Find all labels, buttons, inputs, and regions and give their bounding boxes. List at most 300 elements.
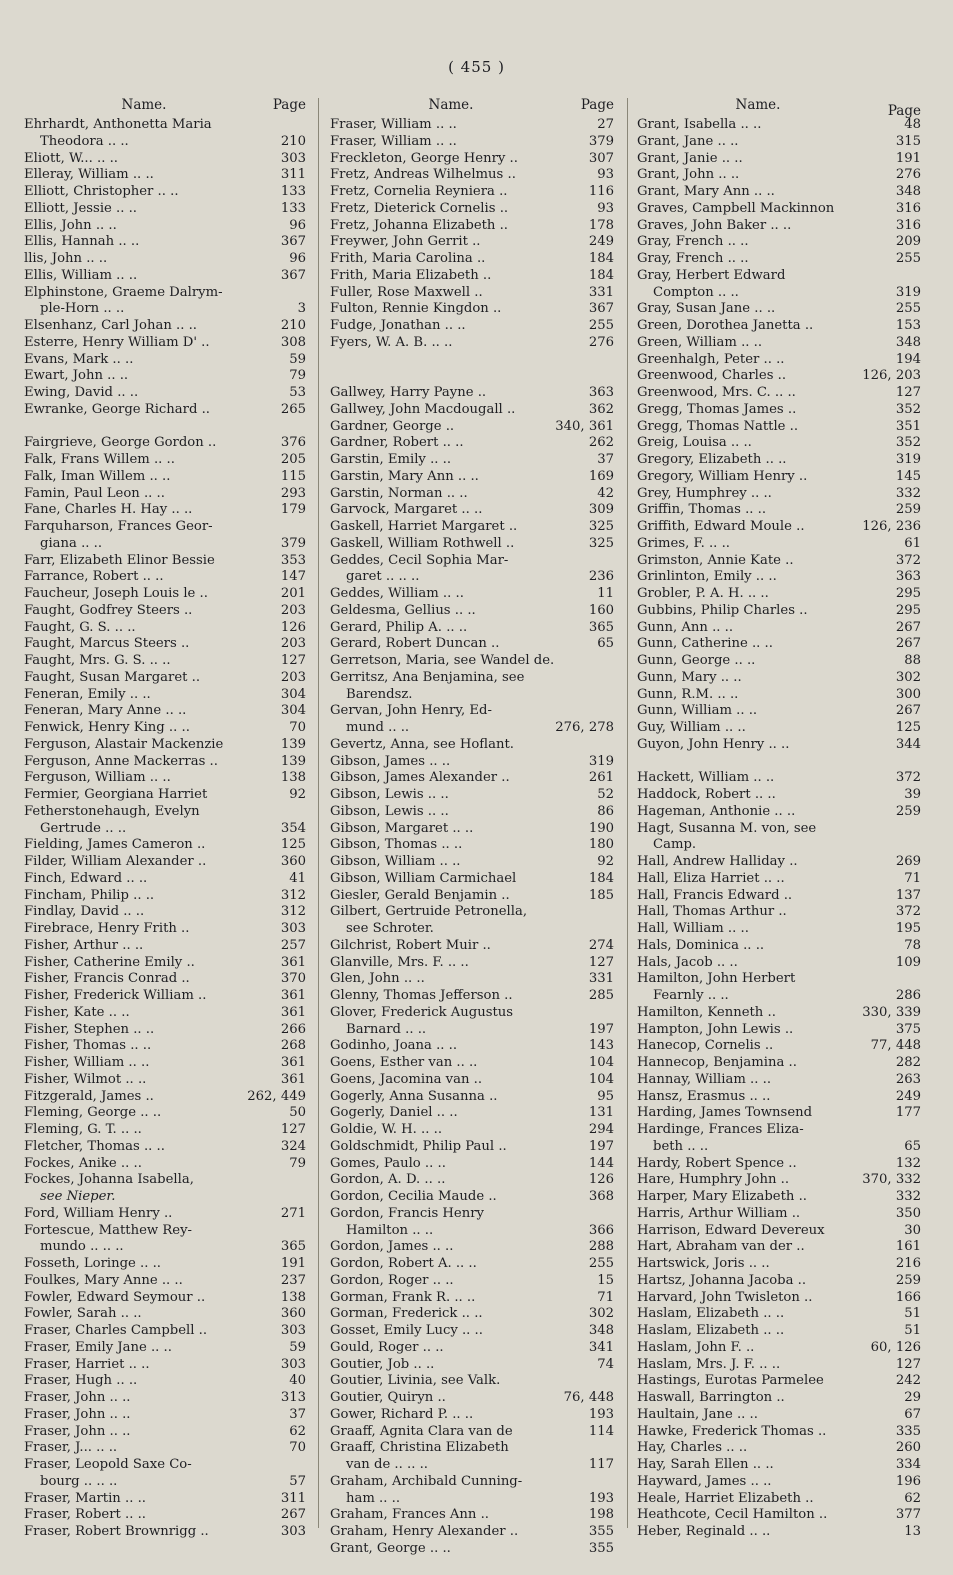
entry-page: 77, 448	[870, 1038, 921, 1054]
entry-page	[576, 703, 614, 720]
entry-page: 312	[280, 904, 306, 920]
index-entry	[24, 871, 306, 888]
entry-page: 76, 448	[563, 1390, 614, 1405]
index-entry	[330, 703, 614, 720]
entry-page: 201	[280, 586, 306, 601]
index-entry	[637, 988, 921, 1005]
entry-page	[268, 1189, 306, 1206]
entry-page: 262	[588, 435, 614, 451]
entry-page: 259	[895, 803, 921, 819]
index-entry	[24, 1072, 306, 1089]
index-entry	[330, 435, 614, 452]
entry-page: 109	[895, 954, 921, 970]
entry-page: 351	[895, 418, 921, 434]
index-entry	[24, 218, 306, 235]
index-entry	[330, 1491, 614, 1508]
entry-name: Grant, Mary Ann .. ..	[637, 184, 775, 199]
index-entry	[24, 653, 306, 670]
index-entry	[637, 1005, 921, 1022]
entry-name: Ewing, David .. ..	[24, 385, 139, 400]
entry-name: Freckleton, George Henry ..	[330, 150, 518, 166]
entry-page: 126	[588, 1172, 614, 1188]
index-column-1	[24, 94, 306, 1541]
entry-page: 268	[280, 1038, 306, 1054]
entry-name: Gaskell, Harriet Margaret ..	[330, 519, 518, 534]
entry-name: Haddock, Robert .. ..	[637, 787, 776, 802]
index-entry	[330, 737, 614, 754]
index-entry	[330, 1072, 614, 1089]
entry-name: Gevertz, Anna, see Hoflant.	[330, 736, 514, 752]
index-entry	[24, 720, 306, 737]
entry-name: Guyon, John Henry .. ..	[637, 736, 790, 752]
index-entry	[637, 1290, 921, 1307]
index-entry	[637, 1491, 921, 1508]
entry-page: 161	[895, 1239, 921, 1255]
index-entry	[24, 569, 306, 586]
index-entry	[637, 1172, 921, 1189]
entry-name: Gunn, Ann .. ..	[637, 619, 734, 635]
entry-name: Graves, John Baker .. ..	[637, 217, 792, 233]
index-entry	[24, 1306, 306, 1323]
index-entry	[637, 871, 921, 888]
entry-name: Gunn, R.M. .. ..	[637, 686, 739, 702]
index-entry	[637, 703, 921, 720]
entry-page	[576, 368, 614, 385]
entry-name: Fretz, Andreas Wilhelmus ..	[330, 167, 516, 183]
index-entry	[637, 620, 921, 637]
entry-page: 255	[588, 318, 614, 333]
index-entry	[24, 1424, 306, 1441]
entry-page: 180	[588, 837, 614, 853]
entry-page: 350	[895, 1205, 921, 1221]
entry-name: Hawke, Frederick Thomas ..	[637, 1423, 827, 1439]
entry-name: Grimston, Annie Kate ..	[637, 552, 794, 568]
index-entry	[330, 1038, 614, 1055]
entry-page: 51	[904, 1306, 921, 1322]
entry-page: 348	[895, 184, 921, 199]
entry-page: 237	[280, 1272, 306, 1288]
entry-page: 147	[280, 569, 306, 585]
entry-name: Gould, Roger .. ..	[330, 1339, 444, 1355]
entry-page: 259	[895, 1272, 921, 1288]
entry-name: Gertrude .. ..	[40, 820, 127, 836]
index-entry	[637, 1524, 921, 1541]
entry-name: garet .. .. ..	[346, 569, 420, 585]
entry-name: Greig, Louisa .. ..	[637, 435, 752, 451]
entry-page: 42	[597, 485, 614, 501]
index-entry	[24, 553, 306, 570]
entry-name: Gregory, William Henry ..	[637, 468, 808, 484]
index-entry	[330, 184, 614, 201]
entry-name: Elliott, Christopher .. ..	[24, 184, 179, 199]
index-entry	[330, 854, 614, 871]
entry-page: 348	[588, 1323, 614, 1338]
entry-page: 319	[588, 753, 614, 769]
entry-name: Haslam, Elizabeth .. ..	[637, 1306, 785, 1322]
entry-page	[576, 1440, 614, 1457]
entry-page: 127	[280, 1122, 306, 1137]
entry-page: 363	[895, 569, 921, 585]
entry-page: 259	[895, 502, 921, 518]
entry-name: Gardner, George ..	[330, 418, 455, 434]
index-entry	[330, 653, 614, 670]
entry-name: Gunn, Mary .. ..	[637, 669, 742, 685]
entry-name: Hall, Francis Edward ..	[637, 887, 793, 903]
entry-page: 285	[588, 988, 614, 1003]
entry-page: 267	[280, 1507, 306, 1523]
entry-page: 255	[588, 1256, 614, 1271]
entry-name: Fowler, Sarah .. ..	[24, 1306, 142, 1322]
entry-name: Fretz, Cornelia Reyniera ..	[330, 184, 508, 199]
entry-page	[268, 1223, 306, 1240]
entry-page: 266	[280, 1021, 306, 1037]
entry-page: 51	[904, 1323, 921, 1338]
index-entry	[24, 1407, 306, 1424]
entry-name: Gray, French .. ..	[637, 251, 749, 266]
entry-name: Hanecop, Cornelis ..	[637, 1038, 774, 1054]
index-entry	[330, 1172, 614, 1189]
entry-page: 363	[588, 385, 614, 400]
index-entry	[637, 1156, 921, 1173]
entry-name: Gibson, William Carmichael	[330, 870, 517, 886]
entry-page: 303	[280, 150, 306, 166]
index-entry	[330, 1256, 614, 1273]
index-entry	[24, 268, 306, 285]
entry-name: Fraser, Charles Campbell ..	[24, 1323, 208, 1338]
index-entry	[330, 955, 614, 972]
index-entry	[330, 770, 614, 787]
entry-page	[883, 837, 921, 854]
entry-page: 205	[280, 452, 306, 467]
entry-page: 360	[280, 1306, 306, 1322]
entry-page: 138	[280, 1289, 306, 1305]
entry-name: Gordon, James .. ..	[330, 1239, 454, 1255]
entry-name: Fortescue, Matthew Rey-	[24, 1222, 192, 1238]
entry-page: 367	[280, 267, 306, 283]
entry-page: 131	[588, 1105, 614, 1121]
index-entry	[24, 603, 306, 620]
entry-page: 312	[280, 887, 306, 903]
entry-page: 276	[895, 167, 921, 183]
entry-name: Hansz, Erasmus .. ..	[637, 1088, 771, 1104]
entry-name: Fisher, William .. ..	[24, 1055, 150, 1070]
entry-page: 139	[280, 753, 306, 769]
entry-name: Fraser, Leopold Saxe Co-	[24, 1457, 192, 1472]
index-entry	[637, 1424, 921, 1441]
entry-page: 27	[597, 117, 614, 132]
entry-name: Glen, John .. ..	[330, 971, 425, 987]
index-entry	[330, 1290, 614, 1307]
entry-page: 348	[895, 334, 921, 350]
index-entry	[330, 201, 614, 218]
entry-page: 93	[597, 200, 614, 216]
index-entry	[637, 234, 921, 251]
index-entry	[330, 1306, 614, 1323]
index-entry	[330, 335, 614, 352]
index-entry	[330, 268, 614, 285]
entry-page	[576, 553, 614, 570]
entry-name: Farr, Elizabeth Elinor Bessie	[24, 552, 215, 568]
entry-page: 67	[904, 1406, 921, 1422]
entry-name: Gibson, Lewis .. ..	[330, 787, 449, 802]
entry-name: Findlay, David .. ..	[24, 904, 145, 920]
entry-name: Hare, Humphry John ..	[637, 1172, 790, 1188]
entry-name: Gordon, Francis Henry	[330, 1205, 484, 1221]
entry-page: 319	[895, 284, 921, 300]
index-entry	[330, 871, 614, 888]
entry-page: 127	[280, 653, 306, 668]
entry-name: Fisher, Catherine Emily ..	[24, 954, 195, 970]
index-entry	[330, 1541, 614, 1558]
index-entry	[24, 737, 306, 754]
entry-page: 361	[280, 954, 306, 970]
index-entry	[637, 335, 921, 352]
index-entry	[637, 1072, 921, 1089]
entry-name: Fuller, Rose Maxwell ..	[330, 284, 483, 300]
entry-name: Fletcher, Thomas .. ..	[24, 1138, 165, 1154]
entry-page: 160	[588, 602, 614, 618]
index-entry	[330, 1005, 614, 1022]
index-entry	[330, 888, 614, 905]
entry-page: 362	[588, 401, 614, 417]
index-entry	[637, 737, 921, 754]
index-entry	[637, 1474, 921, 1491]
entry-name: Harding, James Townsend	[637, 1105, 813, 1121]
index-entry	[637, 687, 921, 704]
entry-name: Fretz, Dieterick Cornelis ..	[330, 200, 509, 216]
entry-page: 92	[289, 787, 306, 802]
entry-name: Feneran, Emily .. ..	[24, 686, 151, 702]
entry-name: Grinlinton, Emily .. ..	[637, 569, 777, 585]
entry-page: 303	[280, 1323, 306, 1338]
entry-page: 276, 278	[555, 720, 614, 735]
entry-page: 368	[588, 1189, 614, 1204]
index-entry	[330, 754, 614, 771]
entry-name: Fosseth, Loringe .. ..	[24, 1256, 161, 1271]
index-entry	[637, 955, 921, 972]
entry-name: Green, William .. ..	[637, 334, 763, 350]
entry-page: 127	[895, 385, 921, 400]
entry-page: 95	[597, 1088, 614, 1104]
index-entry	[330, 151, 614, 168]
entry-page: 30	[904, 1222, 921, 1238]
entry-page: 179	[280, 502, 306, 518]
index-entry	[330, 1457, 614, 1474]
entry-name: Hall, Andrew Halliday ..	[637, 854, 798, 869]
entry-page: 86	[597, 803, 614, 819]
index-entry	[24, 519, 306, 536]
entry-name: Hannecop, Benjamina ..	[637, 1055, 797, 1070]
index-entry	[637, 385, 921, 402]
entry-page: 52	[597, 787, 614, 802]
index-entry	[637, 1223, 921, 1240]
entry-name: Hall, William .. ..	[637, 921, 749, 936]
index-entry	[24, 251, 306, 268]
entry-page: 379	[588, 133, 614, 149]
entry-page: 153	[895, 318, 921, 333]
entry-page: 249	[588, 234, 614, 250]
entry-page: 261	[588, 770, 614, 786]
entry-page: 293	[280, 485, 306, 501]
entry-page: 367	[280, 234, 306, 250]
entry-name: Gregg, Thomas James ..	[637, 401, 797, 417]
entry-name	[24, 419, 268, 436]
entry-page: 39	[904, 787, 921, 802]
entry-page: 88	[904, 653, 921, 668]
entry-name: Gogerly, Daniel .. ..	[330, 1105, 458, 1121]
index-entry	[637, 1306, 921, 1323]
index-entry	[637, 636, 921, 653]
entry-page: 276	[588, 334, 614, 350]
index-entry	[24, 1290, 306, 1307]
entry-page: 370, 332	[862, 1172, 921, 1188]
entry-page: 184	[588, 251, 614, 266]
index-entry	[24, 1440, 306, 1457]
index-entry	[637, 787, 921, 804]
index-entry	[24, 318, 306, 335]
entry-page: 257	[280, 937, 306, 953]
index-entry	[637, 1038, 921, 1055]
index-entry	[24, 117, 306, 134]
entry-name: Gardner, Robert .. ..	[330, 435, 464, 451]
entry-name: Goens, Esther van .. ..	[330, 1055, 478, 1070]
entry-page: 79	[289, 1155, 306, 1171]
entry-page: 365	[280, 1239, 306, 1255]
index-entry	[24, 754, 306, 771]
index-entry	[24, 770, 306, 787]
index-entry	[330, 1055, 614, 1072]
index-entry	[330, 419, 614, 436]
entry-page: 262, 449	[247, 1088, 306, 1104]
entry-name: Fudge, Jonathan .. ..	[330, 318, 466, 333]
entry-name: Fleming, George .. ..	[24, 1105, 162, 1121]
index-entry	[330, 536, 614, 553]
entry-name: Fleming, G. T. .. ..	[24, 1122, 142, 1137]
entry-page: 361	[280, 988, 306, 1003]
entry-name: Gallwey, John Macdougall ..	[330, 401, 516, 417]
index-entry	[330, 1089, 614, 1106]
entry-name: ple-Horn .. ..	[40, 301, 125, 317]
index-entry	[24, 1189, 306, 1206]
entry-name: giana .. ..	[40, 535, 103, 551]
entry-name: Hayward, James .. ..	[637, 1473, 772, 1489]
entry-name: Barnard .. ..	[346, 1021, 427, 1037]
index-entry	[24, 1156, 306, 1173]
entry-name: Gilbert, Gertruide Petronella,	[330, 904, 528, 920]
index-entry	[330, 687, 614, 704]
entry-name: Faught, Mrs. G. S. .. ..	[24, 653, 171, 668]
entry-page: 267	[895, 636, 921, 652]
entry-name: Gallwey, Harry Payne ..	[330, 385, 487, 400]
entry-page	[268, 1172, 306, 1189]
entry-name: Fraser, Robert .. ..	[24, 1507, 146, 1523]
index-entry	[637, 770, 921, 787]
index-entry	[24, 385, 306, 402]
entry-name: Hay, Charles .. ..	[637, 1440, 748, 1456]
entry-page: 330, 339	[862, 1004, 921, 1020]
index-entry	[637, 268, 921, 285]
index-entry	[24, 1390, 306, 1407]
index-entry	[330, 486, 614, 503]
entry-page	[576, 352, 614, 369]
entry-name: Fenwick, Henry King .. ..	[24, 720, 190, 735]
entry-name: Hals, Dominica .. ..	[637, 937, 765, 953]
entry-page: 53	[289, 385, 306, 400]
index-entry	[24, 1005, 306, 1022]
entry-page: 127	[588, 954, 614, 970]
index-entry	[24, 1507, 306, 1524]
entry-name: Hagt, Susanna M. von, see	[637, 820, 817, 836]
entry-page: 125	[280, 837, 306, 853]
entry-name: Ferguson, Anne Mackerras ..	[24, 753, 218, 769]
index-entry	[637, 1239, 921, 1256]
index-entry	[24, 1055, 306, 1072]
index-entry	[24, 586, 306, 603]
entry-page: 70	[289, 1440, 306, 1456]
index-entry	[330, 1507, 614, 1524]
entry-name: Hackett, William .. ..	[637, 770, 775, 786]
entry-name: Haslam, John F. ..	[637, 1339, 755, 1355]
entry-name: Goens, Jacomina van ..	[330, 1071, 483, 1087]
entry-page: 331	[588, 971, 614, 987]
entry-page: 255	[895, 251, 921, 266]
index-entry	[637, 720, 921, 737]
entry-page: 70	[289, 720, 306, 735]
entry-name: Ellis, John .. ..	[24, 217, 117, 233]
entry-name: Gubbins, Philip Charles ..	[637, 602, 808, 618]
entry-name: Gilchrist, Robert Muir ..	[330, 937, 491, 953]
entry-name: Grant, John .. ..	[637, 167, 740, 183]
entry-page	[883, 1122, 921, 1139]
index-entry	[637, 435, 921, 452]
index-entry	[330, 519, 614, 536]
entry-name: Harris, Arthur William ..	[637, 1205, 801, 1221]
entry-name: Fowler, Edward Seymour ..	[24, 1289, 206, 1305]
entry-name: Gray, Susan Jane .. ..	[637, 301, 776, 317]
index-entry	[330, 385, 614, 402]
index-entry	[637, 419, 921, 436]
entry-page: 295	[895, 586, 921, 601]
entry-name: Gorman, Frank R. .. ..	[330, 1289, 476, 1305]
entry-name: Harrison, Edward Devereux	[637, 1222, 825, 1238]
entry-name: Fraser, Emily Jane .. ..	[24, 1339, 172, 1355]
index-entry	[24, 687, 306, 704]
entry-page: 303	[280, 921, 306, 936]
entry-name: Fisher, Kate .. ..	[24, 1004, 130, 1020]
index-entry	[24, 636, 306, 653]
entry-name: Hall, Thomas Arthur ..	[637, 904, 787, 920]
entry-name: Greenwood, Mrs. C. .. ..	[637, 385, 796, 400]
entry-page: 311	[280, 167, 306, 183]
entry-page: 352	[895, 435, 921, 451]
entry-page: 311	[280, 1490, 306, 1506]
entry-page: 198	[588, 1507, 614, 1523]
index-entry	[637, 569, 921, 586]
entry-page: 126, 236	[862, 519, 921, 534]
entry-name: Fitzgerald, James ..	[24, 1088, 154, 1104]
entry-page: 57	[289, 1473, 306, 1489]
entry-page: 62	[289, 1423, 306, 1439]
index-entry	[637, 1357, 921, 1374]
entry-page: 263	[895, 1071, 921, 1087]
entry-name: Goutier, Quiryn ..	[330, 1390, 446, 1405]
entry-page: 191	[895, 150, 921, 166]
entry-page: 360	[280, 854, 306, 869]
entry-page	[576, 1005, 614, 1022]
index-entry	[330, 787, 614, 804]
entry-page: 294	[588, 1122, 614, 1137]
entry-page: 144	[588, 1155, 614, 1171]
